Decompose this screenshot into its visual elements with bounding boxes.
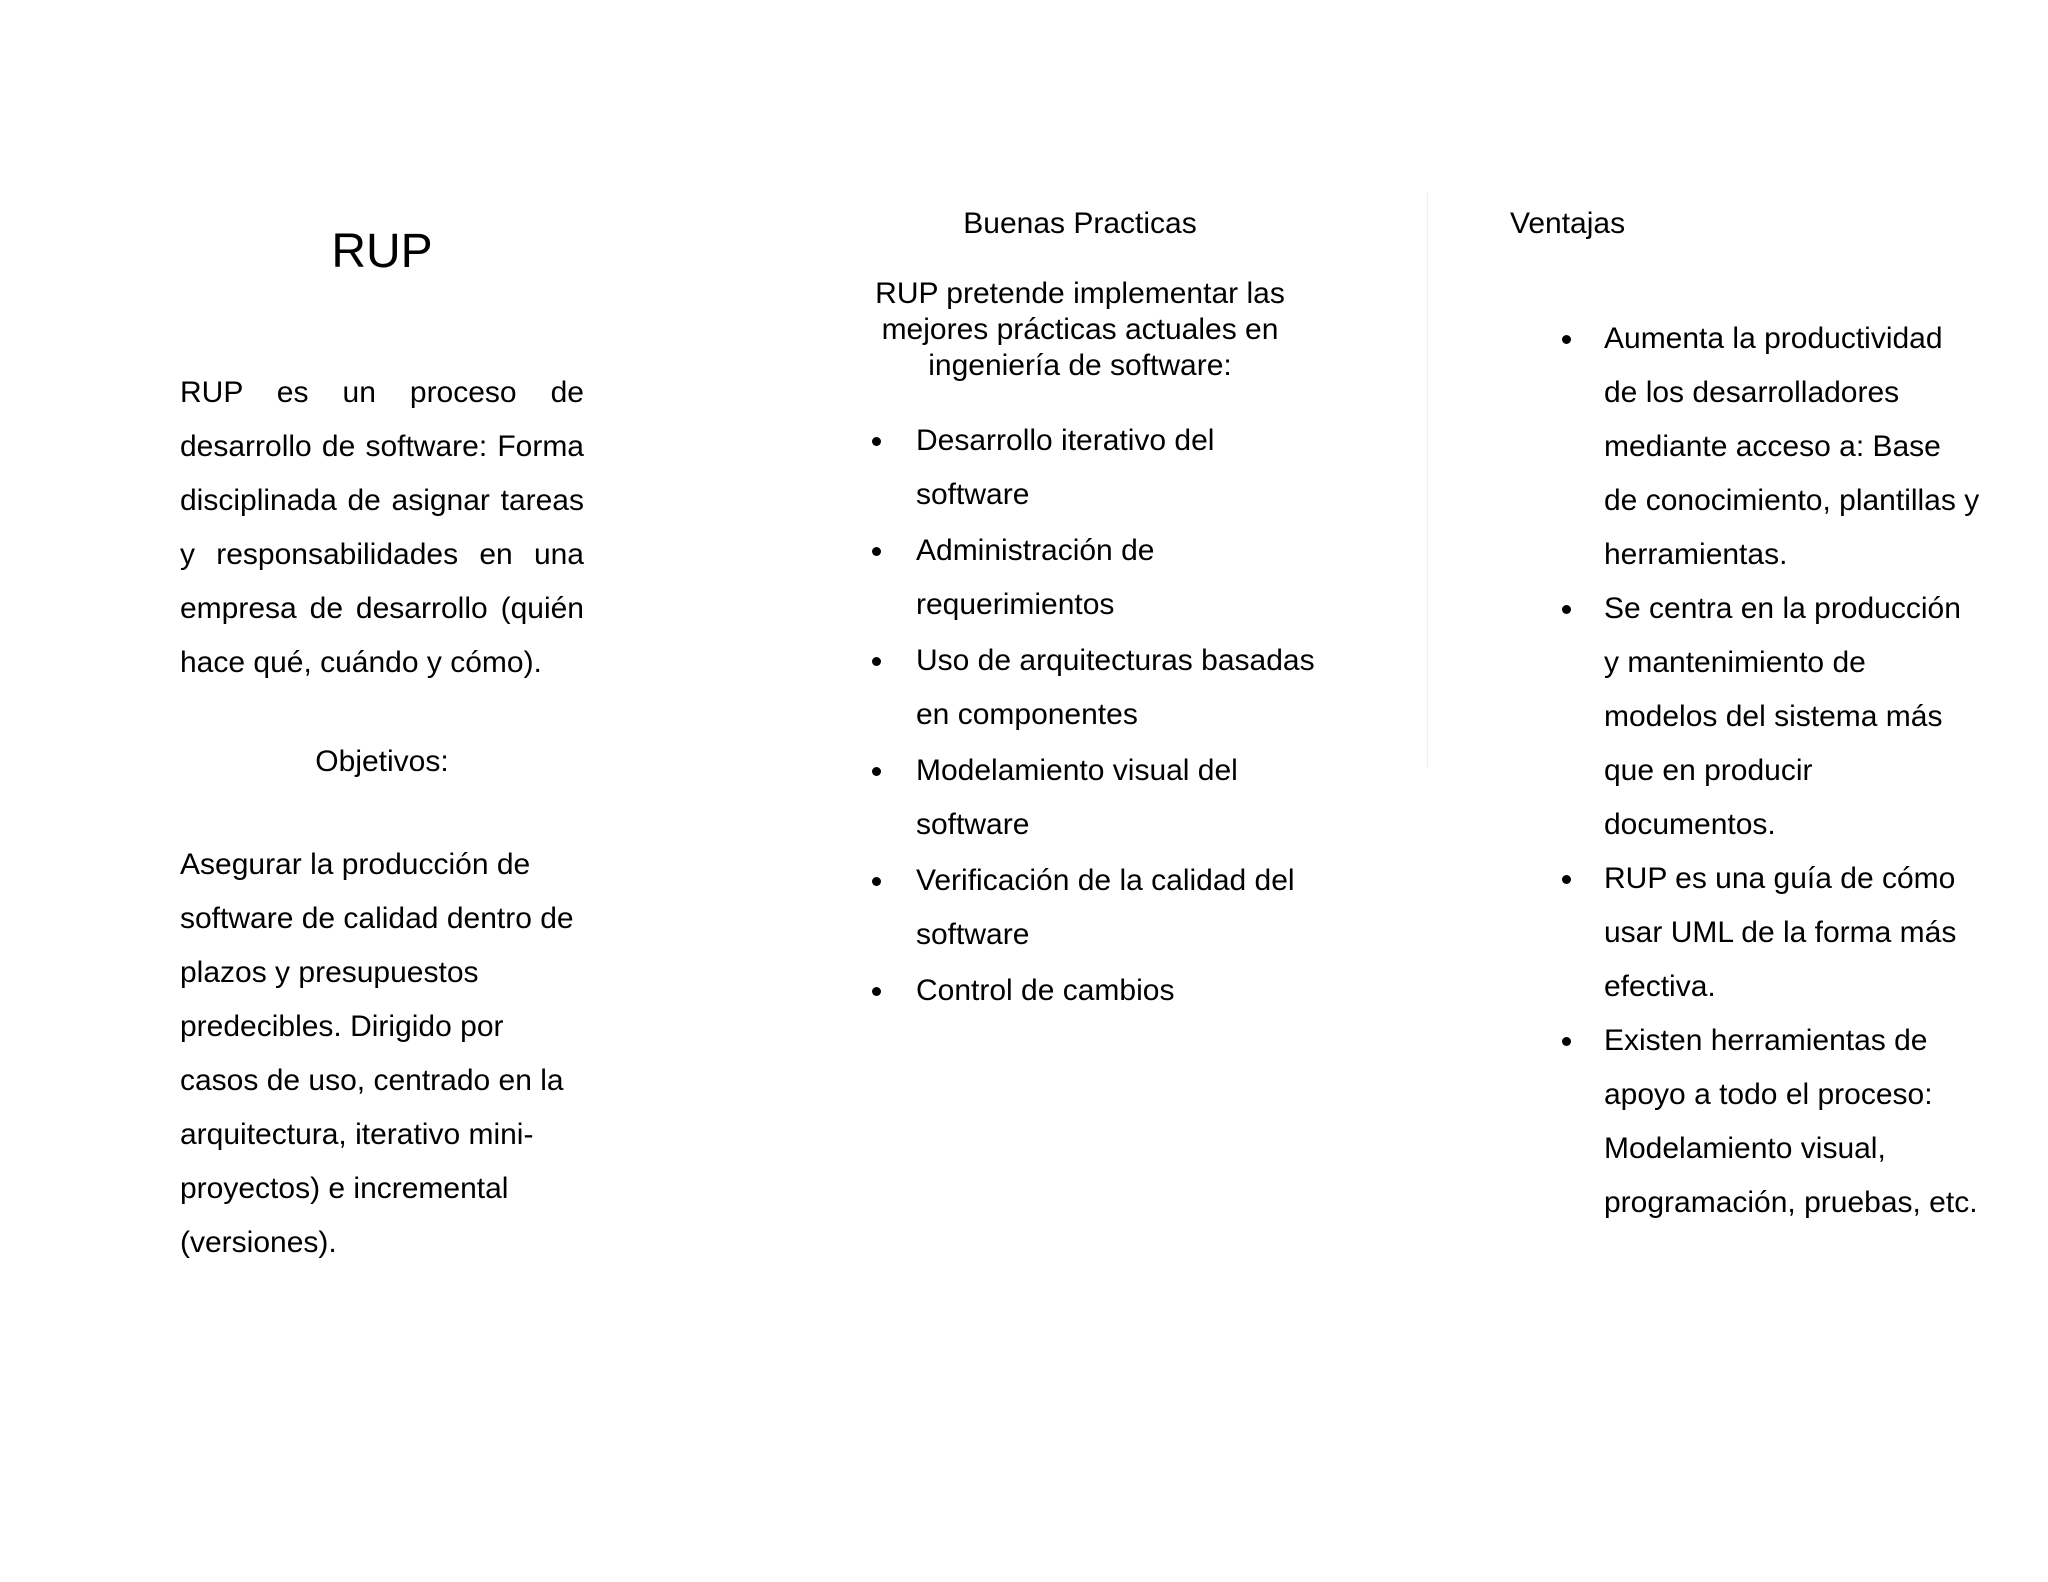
objectives-paragraph: Asegurar la producción de software de calidad dentro de plazos y presupuestos predecibles. Dirigido por casos de uso, centrado en la arquitectura, iterativo mini-proyectos) e incremental (versiones).: [180, 848, 574, 1259]
buenas-practicas-intro: RUP pretende implementar las mejores prácticas actuales en ingeniería de software:: [875, 277, 1285, 382]
list-item: [1510, 582, 1980, 852]
bullet-icon: [872, 657, 881, 666]
list-item: [840, 414, 1320, 522]
objectives-heading: Objetivos:: [315, 745, 449, 778]
bullet-icon: [1562, 605, 1571, 614]
list-item: [1510, 852, 1980, 1014]
list-item: [1510, 1014, 1980, 1230]
column-buenas-practicas: [840, 204, 1320, 1020]
bullet-icon: [872, 437, 881, 446]
list-item-text: Control de cambios: [916, 974, 1175, 1007]
list-item-text: RUP es una guía de cómo usar UML de la forma más efectiva.: [1604, 862, 1957, 1003]
list-item: [840, 744, 1320, 852]
list-item: [1510, 312, 1980, 582]
list-item: [840, 634, 1320, 742]
ventajas-list: [1510, 312, 1980, 1230]
bullet-icon: [872, 767, 881, 776]
list-item: [840, 964, 1320, 1018]
bullet-icon: [872, 987, 881, 996]
list-item-text: Administración de requerimientos: [916, 534, 1155, 621]
column-rup: [180, 220, 584, 1270]
bullet-icon: [1562, 335, 1571, 344]
bullet-icon: [872, 547, 881, 556]
list-item: [840, 854, 1320, 962]
list-item-text: Aumenta la productividad de los desarrolladores mediante acceso a: Base de conocimiento, plantillas y herramientas.: [1604, 322, 1980, 571]
list-item-text: Uso de arquitecturas basadas en componentes: [916, 644, 1315, 731]
list-item-text: Verificación de la calidad del software: [916, 864, 1295, 951]
list-item-text: Desarrollo iterativo del software: [916, 424, 1215, 511]
list-item: [840, 524, 1320, 632]
ventajas-heading: Ventajas: [1510, 207, 1626, 240]
column-ventajas: [1510, 204, 1980, 1230]
rup-intro-paragraph: RUP es un proceso de desarrollo de software: Forma disciplinada de asignar tareas y responsabilidades en una empresa de desarrollo (quién hace qué, cuándo y cómo).: [180, 376, 584, 679]
bullet-icon: [1562, 1037, 1571, 1046]
buenas-practicas-heading: Buenas Practicas: [963, 207, 1197, 240]
bullet-icon: [872, 877, 881, 886]
bullet-icon: [1562, 875, 1571, 884]
list-item-text: Modelamiento visual del software: [916, 754, 1238, 841]
buenas-practicas-list: [840, 414, 1320, 1018]
list-item-text: Se centra en la producción y mantenimiento de modelos del sistema más que en producir documentos.: [1604, 592, 1961, 841]
list-item-text: Existen herramientas de apoyo a todo el proceso: Modelamiento visual, programación, pruebas, etc.: [1604, 1024, 1978, 1219]
column-divider: [1427, 192, 1428, 768]
page-title: RUP: [331, 225, 433, 278]
